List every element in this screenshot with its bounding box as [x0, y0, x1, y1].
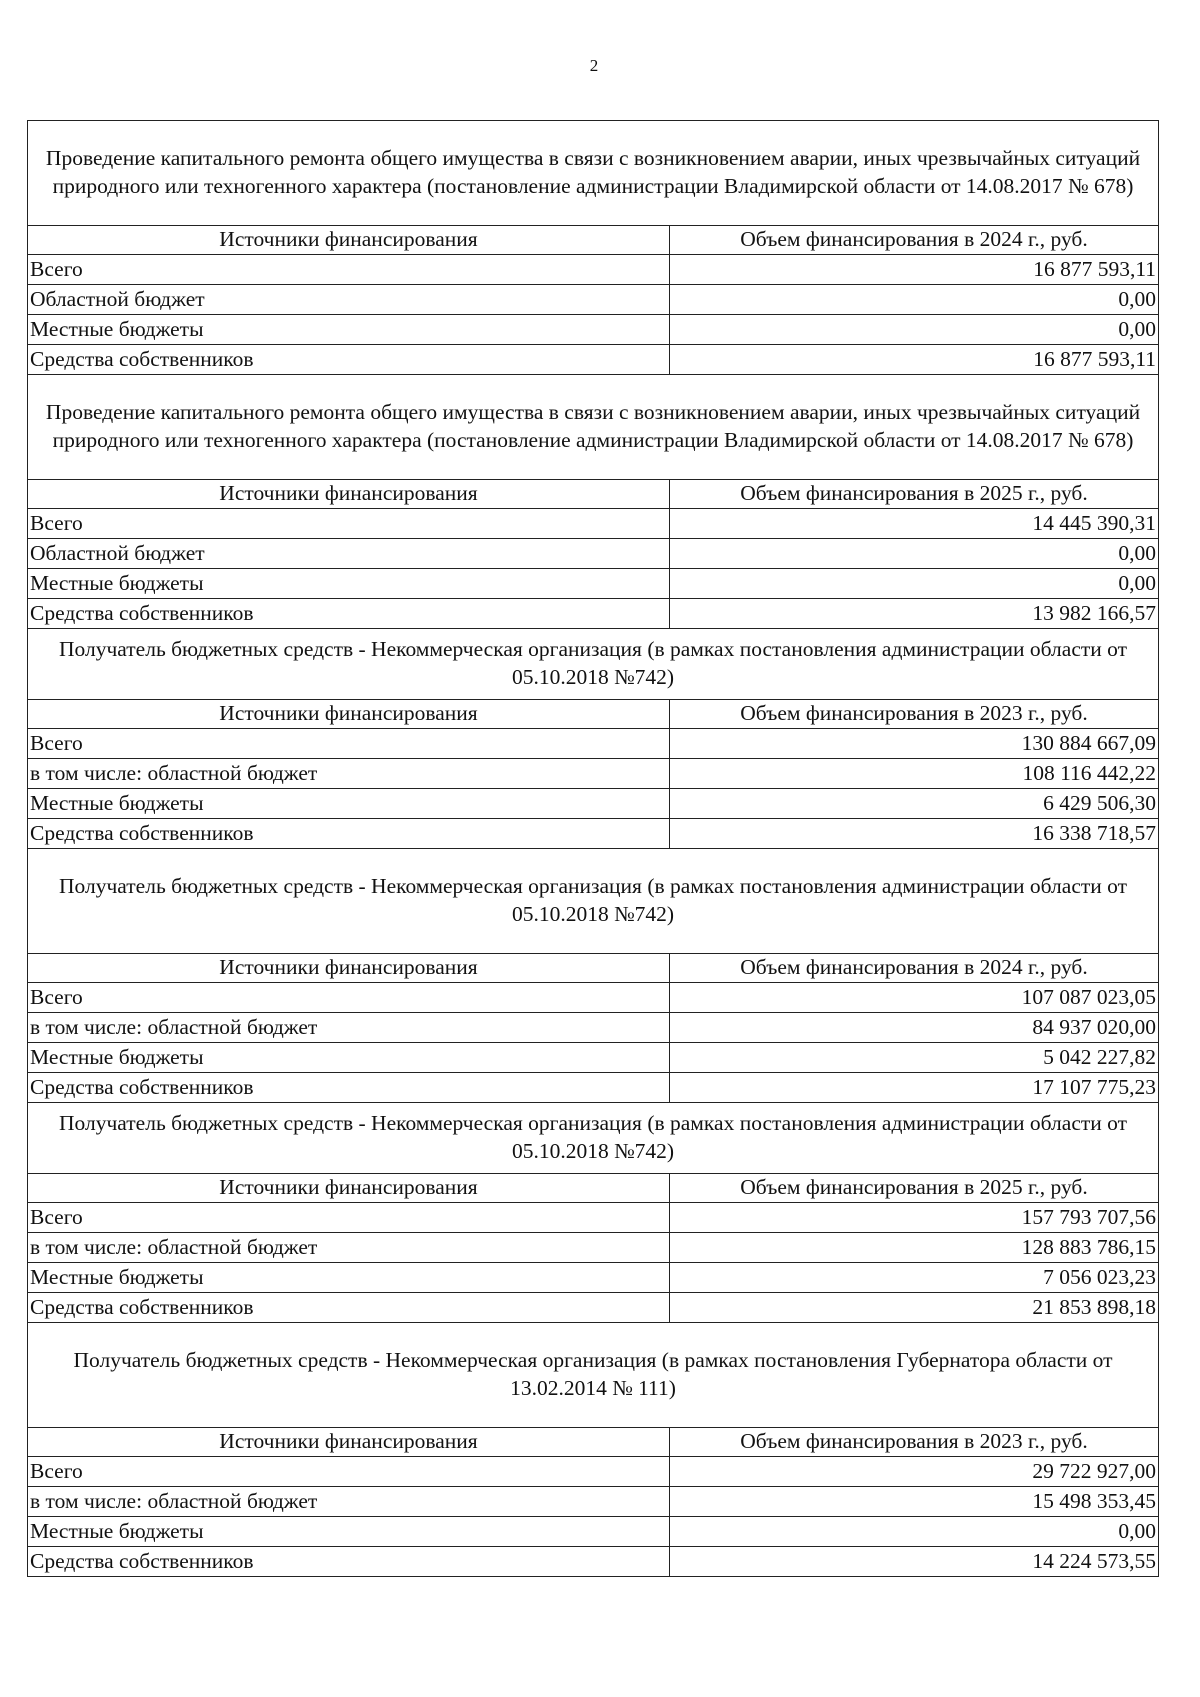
funding-amount: 157 793 707,56 [670, 1203, 1159, 1233]
sources-column-header: Источники финансирования [28, 480, 670, 509]
section-title-row [28, 121, 1159, 226]
funding-source-label: Местные бюджеты [28, 315, 670, 345]
funding-amount: 15 498 353,45 [670, 1487, 1159, 1517]
section-title: Проведение капитального ремонта общего имущества в связи с возникновением аварии, иных чрезвычайных ситуаций природного или техногенного характера (постановление администрации Владимирской области от 14.08.2017 № 678) [28, 375, 1159, 480]
table-row [28, 1457, 1159, 1487]
table-row [28, 345, 1159, 375]
funding-source-label: Местные бюджеты [28, 569, 670, 599]
funding-source-label: Местные бюджеты [28, 1043, 670, 1073]
table-row [28, 569, 1159, 599]
sources-column-header: Источники финансирования [28, 1174, 670, 1203]
volume-column-header: Объем финансирования в 2024 г., руб. [670, 226, 1159, 255]
funding-amount: 21 853 898,18 [670, 1293, 1159, 1323]
section-title-row [28, 1323, 1159, 1428]
funding-source-label: Местные бюджеты [28, 1263, 670, 1293]
funding-amount: 0,00 [670, 1517, 1159, 1547]
funding-amount: 128 883 786,15 [670, 1233, 1159, 1263]
funding-source-label: Областной бюджет [28, 285, 670, 315]
funding-source-label: Всего [28, 729, 670, 759]
funding-amount: 13 982 166,57 [670, 599, 1159, 629]
table-row [28, 1263, 1159, 1293]
funding-source-label: Местные бюджеты [28, 1517, 670, 1547]
column-header-row [28, 1428, 1159, 1457]
sources-column-header: Источники финансирования [28, 954, 670, 983]
funding-amount: 107 087 023,05 [670, 983, 1159, 1013]
funding-amount: 17 107 775,23 [670, 1073, 1159, 1103]
sources-column-header: Источники финансирования [28, 1428, 670, 1457]
column-header-row [28, 1174, 1159, 1203]
table-row [28, 1487, 1159, 1517]
table-row [28, 599, 1159, 629]
table-row [28, 983, 1159, 1013]
section-title: Получатель бюджетных средств - Некоммерческая организация (в рамках постановления администрации области от 05.10.2018 №742) [28, 1103, 1159, 1174]
volume-column-header: Объем финансирования в 2025 г., руб. [670, 1174, 1159, 1203]
table-row [28, 539, 1159, 569]
funding-source-label: Всего [28, 509, 670, 539]
funding-amount: 0,00 [670, 315, 1159, 345]
sources-column-header: Источники финансирования [28, 700, 670, 729]
funding-source-label: Местные бюджеты [28, 789, 670, 819]
volume-column-header: Объем финансирования в 2024 г., руб. [670, 954, 1159, 983]
funding-source-label: в том числе: областной бюджет [28, 759, 670, 789]
funding-source-label: Средства собственников [28, 1073, 670, 1103]
section-title: Получатель бюджетных средств - Некоммерческая организация (в рамках постановления администрации области от 05.10.2018 №742) [28, 849, 1159, 954]
funding-source-label: Областной бюджет [28, 539, 670, 569]
funding-amount: 130 884 667,09 [670, 729, 1159, 759]
funding-amount: 0,00 [670, 285, 1159, 315]
funding-source-label: Всего [28, 1457, 670, 1487]
funding-amount: 14 445 390,31 [670, 509, 1159, 539]
section-title-row [28, 629, 1159, 700]
section-title: Получатель бюджетных средств - Некоммерческая организация (в рамках постановления администрации области от 05.10.2018 №742) [28, 629, 1159, 700]
funding-amount: 5 042 227,82 [670, 1043, 1159, 1073]
table-row [28, 1517, 1159, 1547]
section-title: Проведение капитального ремонта общего имущества в связи с возникновением аварии, иных чрезвычайных ситуаций природного или техногенного характера (постановление администрации Владимирской области от 14.08.2017 № 678) [28, 121, 1159, 226]
volume-column-header: Объем финансирования в 2025 г., руб. [670, 480, 1159, 509]
funding-source-label: Всего [28, 983, 670, 1013]
funding-source-label: Средства собственников [28, 345, 670, 375]
funding-amount: 16 338 718,57 [670, 819, 1159, 849]
funding-source-label: в том числе: областной бюджет [28, 1013, 670, 1043]
funding-source-label: Всего [28, 1203, 670, 1233]
table-row [28, 255, 1159, 285]
sources-column-header: Источники финансирования [28, 226, 670, 255]
funding-amount: 29 722 927,00 [670, 1457, 1159, 1487]
funding-amount: 0,00 [670, 539, 1159, 569]
funding-source-label: Средства собственников [28, 1293, 670, 1323]
funding-amount: 16 877 593,11 [670, 345, 1159, 375]
funding-amount: 16 877 593,11 [670, 255, 1159, 285]
table-row [28, 759, 1159, 789]
column-header-row [28, 954, 1159, 983]
volume-column-header: Объем финансирования в 2023 г., руб. [670, 1428, 1159, 1457]
funding-amount: 84 937 020,00 [670, 1013, 1159, 1043]
table-row [28, 1073, 1159, 1103]
funding-source-label: Всего [28, 255, 670, 285]
table-row [28, 1293, 1159, 1323]
funding-source-label: Средства собственников [28, 819, 670, 849]
page-number: 2 [589, 56, 599, 75]
section-title-row [28, 375, 1159, 480]
table-row [28, 285, 1159, 315]
table-row [28, 789, 1159, 819]
funding-amount: 108 116 442,22 [670, 759, 1159, 789]
funding-amount: 14 224 573,55 [670, 1547, 1159, 1577]
section-title-row [28, 849, 1159, 954]
financing-table [27, 120, 1159, 1577]
column-header-row [28, 226, 1159, 255]
financing-table-body [28, 121, 1159, 1577]
funding-source-label: в том числе: областной бюджет [28, 1487, 670, 1517]
column-header-row [28, 700, 1159, 729]
volume-column-header: Объем финансирования в 2023 г., руб. [670, 700, 1159, 729]
table-row [28, 819, 1159, 849]
section-title: Получатель бюджетных средств - Некоммерческая организация (в рамках постановления Губернатора области от 13.02.2014 № 111) [28, 1323, 1159, 1428]
funding-source-label: Средства собственников [28, 599, 670, 629]
table-row [28, 1013, 1159, 1043]
table-row [28, 315, 1159, 345]
table-row [28, 509, 1159, 539]
table-row [28, 729, 1159, 759]
funding-source-label: Средства собственников [28, 1547, 670, 1577]
table-row [28, 1233, 1159, 1263]
funding-amount: 0,00 [670, 569, 1159, 599]
section-title-row [28, 1103, 1159, 1174]
column-header-row [28, 480, 1159, 509]
table-row [28, 1547, 1159, 1577]
funding-amount: 7 056 023,23 [670, 1263, 1159, 1293]
funding-source-label: в том числе: областной бюджет [28, 1233, 670, 1263]
table-row [28, 1043, 1159, 1073]
table-row [28, 1203, 1159, 1233]
funding-amount: 6 429 506,30 [670, 789, 1159, 819]
